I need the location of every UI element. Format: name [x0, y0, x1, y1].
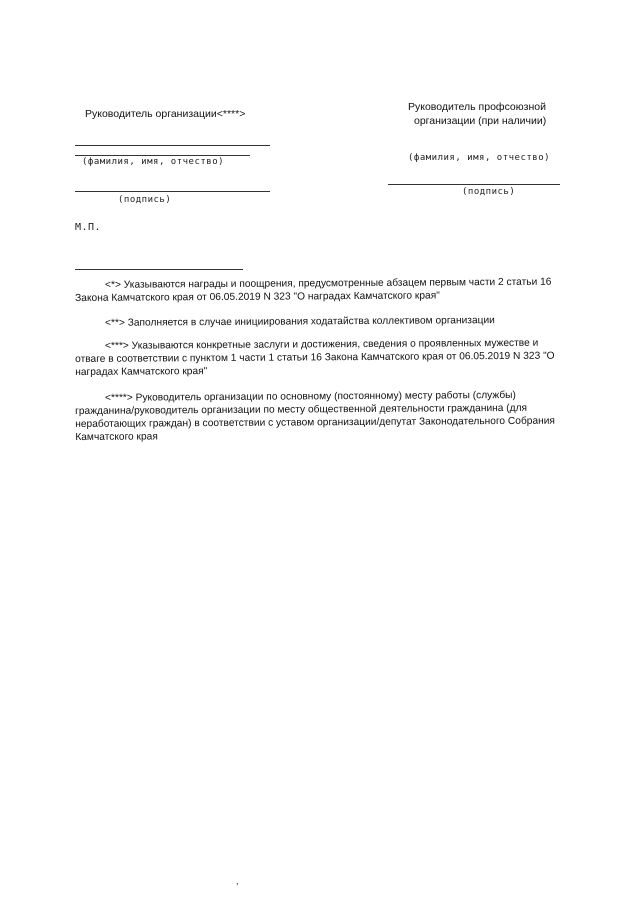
footnote-3-text: <***> Указываются конкретные заслуги и достижения, сведения о проявленных мужестве и отваге в соответствии с пунктом 1 части 1 статьи 16 Закона Камчатского края от 06.05.2019 N 323 "О наградах Камчатского края" — [75, 337, 555, 378]
left-sign-line — [75, 191, 270, 192]
left-blank-line-2 — [75, 155, 250, 156]
right-signatory-title-line1: Руководитель профсоюзной — [408, 101, 546, 113]
right-signatory-title-line2: организации (при наличии) — [414, 115, 547, 127]
footnote-4-text: <****> Руководитель организации по основному (постоянному) месту работы (службы) гражданина/руководитель организации по месту общественной деятельности гражданина (для неработающих граждан) в соответствии с уставом организации/депутат Законодательного Собрания Камчатского края — [75, 389, 555, 443]
right-sign-caption: (подпись) — [462, 187, 516, 197]
stray-mark: , — [236, 876, 239, 886]
left-fio-caption: (фамилия, имя, отчество) — [82, 157, 225, 167]
stamp-place: М.П. — [75, 222, 102, 233]
footnote-1 — [75, 276, 563, 305]
left-blank-line-1 — [75, 145, 270, 146]
footnote-2-text: <**> Заполняется в случае инициирования ходатайства коллективом организации — [105, 315, 495, 329]
left-signatory-title: Руководитель организации<****> — [85, 108, 246, 120]
footnote-2 — [75, 314, 563, 330]
right-sign-line — [388, 184, 560, 185]
footnote-separator — [75, 269, 243, 270]
footnote-4 — [75, 389, 563, 444]
right-fio-caption: (фамилия, имя, отчество) — [408, 153, 551, 163]
footnote-3 — [75, 337, 563, 379]
footnote-1-text: <*> Указываются награды и поощрения, предусмотренные абзацем первым части 2 статьи 16 Закона Камчатского края от 06.05.2019 N 323 "О наградах Камчатского края" — [75, 276, 552, 304]
left-sign-caption: (подпись) — [118, 195, 172, 205]
